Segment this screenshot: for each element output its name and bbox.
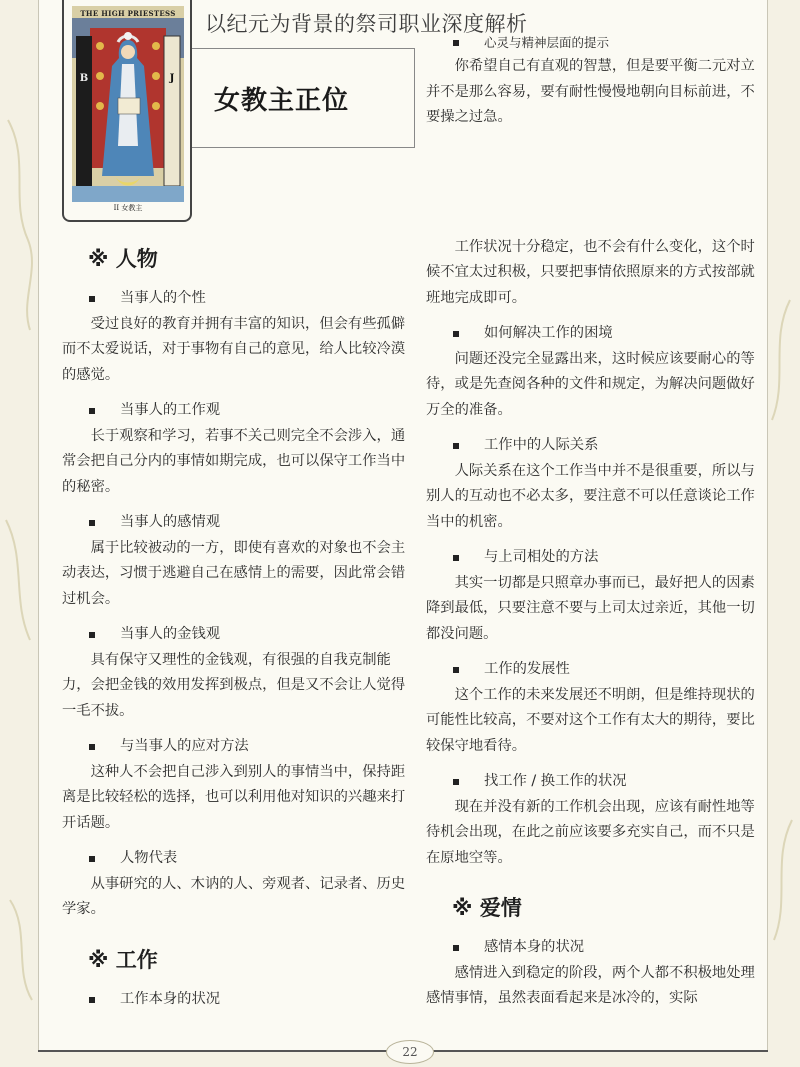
paragraph: 问题还没完全显露出来，这时候应该要耐心的等待，或是先查阅各种的文件和规定，为解决问题做好万全的准备。 [426, 350, 755, 418]
subhead [426, 433, 764, 459]
bullet-icon [453, 945, 459, 951]
subhead [426, 657, 764, 683]
subhead-text: 人物代表 [120, 850, 178, 866]
paragraph: 长于观察和学习，若事不关己则完全不会涉入，通常会把自己分内的事情如期完成，也可以保守工作当中的秘密。 [62, 427, 406, 495]
overlay-title: 以纪元为背景的祭司职业深度解析 [205, 12, 528, 36]
subhead-text: 与上司相处的方法 [484, 549, 599, 565]
subhead [62, 846, 412, 872]
subhead [62, 987, 412, 1013]
paragraph: 这个工作的未来发展还不明朗，但是维持现状的可能性比较高，不要对这个工作有太大的期待，要比较保守地看待。 [426, 686, 755, 754]
pillar-b-label: B [79, 73, 89, 84]
subhead-text: 工作中的人际关系 [484, 437, 599, 453]
right-column [426, 32, 764, 1012]
left-column [62, 242, 412, 1012]
bullet-icon [89, 856, 95, 862]
subhead [426, 935, 764, 961]
subhead-text: 与当事人的应对方法 [120, 738, 249, 754]
subhead-text: 当事人的感情观 [120, 514, 221, 530]
bullet-icon [453, 443, 459, 449]
bullet-icon [89, 408, 95, 414]
paragraph: 从事研究的人、木讷的人、旁观者、记录者、历史学家。 [62, 875, 406, 917]
subhead-text: 找工作 / 换工作的状况 [484, 773, 627, 789]
paragraph: 人际关系在这个工作当中并不是很重要，所以与别人的互动也不必太多，要注意不可以任意谈论工作当中的机密。 [426, 462, 755, 530]
subhead-text: 当事人的金钱观 [120, 626, 221, 642]
paragraph: 这种人不会把自己涉入到别人的事情当中，保持距离是比较轻松的选择，也可以利用他对知识的兴趣来打开话题。 [62, 763, 406, 831]
subhead-text: 工作的发展性 [484, 661, 570, 677]
paragraph: 你希望自己有直观的智慧，但是要平衡二元对立并不是那么容易，要有耐性慢慢地朝向目标前进，不要操之过急。 [426, 58, 755, 125]
bullet-icon [453, 331, 459, 337]
bullet-icon [89, 997, 95, 1003]
subhead [62, 398, 412, 424]
bullet-icon [453, 40, 459, 46]
paragraph: 现在并没有新的工作机会出现，应该有耐性地等待机会出现，在此之前应该要多充实自己，而不只是在原地空等。 [426, 798, 755, 866]
spacer [426, 131, 764, 235]
bullet-icon [89, 632, 95, 638]
section-heading-work: ※ 工作 [88, 947, 158, 972]
subhead [62, 622, 412, 648]
subhead [426, 769, 764, 795]
paragraph: 受过良好的教育并拥有丰富的知识，但会有些孤僻而不太爱说话，对于事物有自己的意见，给人比较冷漠的感觉。 [62, 315, 406, 383]
paragraph: 感情进入到稳定的阶段，两个人都不积极地处理感情事情，虽然表面看起来是冰冷的，实际 [426, 964, 755, 1006]
bullet-icon [89, 296, 95, 302]
subhead-spiritual [426, 32, 764, 54]
subhead-text: 当事人的工作观 [120, 402, 221, 418]
subhead [426, 321, 764, 347]
subhead [62, 510, 412, 536]
high-priestess-card-illustration [72, 6, 184, 202]
card-caption: II 女教主 [113, 204, 143, 212]
subhead-text: 感情本身的状况 [484, 939, 585, 955]
paragraph: 工作状况十分稳定，也不会有什么变化，这个时候不宜太过积极，只要把事情依照原来的方式按部就班地完成即可。 [426, 238, 755, 306]
bullet-icon [453, 555, 459, 561]
subhead [62, 734, 412, 760]
bullet-icon [453, 779, 459, 785]
section-heading-love: ※ 爱情 [452, 896, 522, 920]
subhead-text: 心灵与精神层面的提示 [484, 35, 610, 50]
paragraph: 属于比较被动的一方，即使有喜欢的对象也不会主动表达，习惯于逃避自己在感情上的需要，因此常会错过机会。 [62, 539, 406, 607]
subhead-text: 当事人的个性 [120, 290, 206, 306]
paragraph: 具有保守又理性的金钱观，有很强的自我克制能力，会把金钱的效用发挥到极点，但是又不会让人觉得一毛不拔。 [62, 651, 406, 719]
bullet-icon [89, 520, 95, 526]
subhead [426, 545, 764, 571]
bullet-icon [89, 744, 95, 750]
page-title: 女教主正位 [214, 86, 350, 116]
subhead-text: 如何解决工作的困境 [484, 325, 613, 341]
subhead [62, 286, 412, 312]
bullet-icon [453, 667, 459, 673]
page-number: 22 [386, 1040, 434, 1064]
subhead-text: 工作本身的状况 [120, 990, 221, 1007]
section-heading-person: ※ 人物 [88, 247, 158, 271]
pillar-j-label: J [169, 73, 175, 84]
card-top-title: THE HIGH PRIESTESS [80, 9, 176, 18]
paragraph: 其实一切都是只照章办事而已，最好把人的因素降到最低，只要注意不要与上司太过亲近，其他一切都没问题。 [426, 574, 755, 642]
